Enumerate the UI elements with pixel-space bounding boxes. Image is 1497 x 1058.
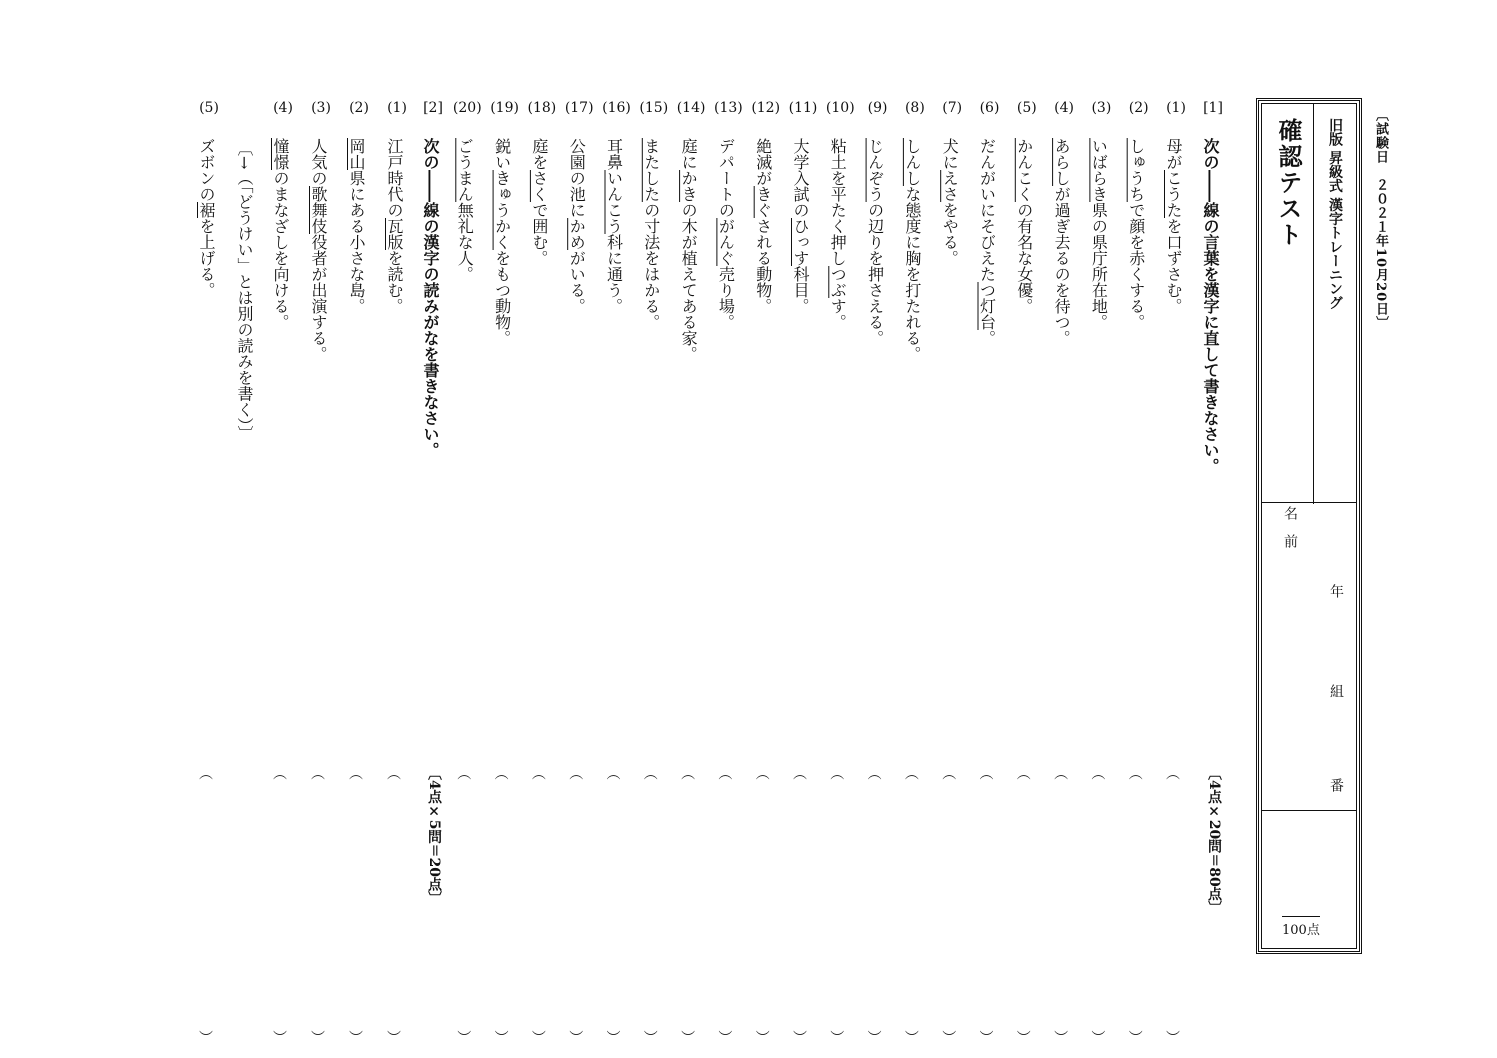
- underlined-term: ひっす: [791, 218, 810, 266]
- question-text: [494, 138, 510, 346]
- question-item: [196, 100, 222, 1044]
- text-segment: の有名な女優。: [1014, 202, 1034, 314]
- question-item: [788, 100, 818, 1044]
- question-item: [639, 100, 669, 1044]
- question-number: (3): [311, 100, 331, 116]
- text-segment: 。: [977, 330, 997, 346]
- underlined-term: つ灯台: [977, 282, 997, 330]
- text-segment: 江戸時代の: [385, 138, 404, 218]
- answer-bracket-close[interactable]: ）: [791, 1030, 807, 1044]
- text-segment: 庭を: [529, 138, 549, 170]
- exam-date: 〔試験日 ２０２１年10月20日〕: [1373, 108, 1388, 331]
- text-segment: 鋭い: [492, 138, 512, 170]
- question-text: [792, 138, 808, 314]
- question-text: [455, 138, 475, 282]
- answer-bracket-close[interactable]: ）: [641, 1030, 658, 1044]
- question-note: [234, 100, 260, 950]
- question-item: [1051, 100, 1077, 1044]
- question-number: (9): [867, 100, 888, 116]
- answer-bracket-open[interactable]: （: [865, 766, 882, 780]
- underlined-term: 岡山: [347, 138, 366, 170]
- header-divider: [1262, 502, 1356, 503]
- header-divider: [1262, 810, 1356, 811]
- question-text: [1052, 138, 1072, 346]
- text-segment: の木が植えてある家。: [679, 202, 699, 362]
- question-item: [939, 100, 965, 1044]
- answer-bracket-open[interactable]: （: [197, 766, 213, 780]
- answer-bracket-open[interactable]: （: [1014, 766, 1031, 780]
- question-text: [310, 138, 326, 362]
- question-number: (2): [349, 100, 369, 116]
- answer-bracket-close[interactable]: ）: [902, 1030, 919, 1044]
- question-number: (10): [825, 100, 855, 116]
- question-item: [714, 100, 743, 1044]
- text-segment: を口ずさむ。: [1164, 218, 1183, 314]
- question-number: (14): [676, 100, 706, 116]
- question-number: (19): [490, 100, 519, 116]
- question-item: [865, 100, 891, 1044]
- underlined-term: かき: [679, 170, 699, 202]
- question-number: (5): [199, 100, 219, 116]
- question-item: [977, 100, 1003, 1044]
- answer-bracket-close[interactable]: ）: [347, 1030, 363, 1044]
- answer-bracket-close[interactable]: ）: [567, 1030, 584, 1044]
- text-segment: 大学入試の: [791, 138, 810, 218]
- text-segment: 次の――線の言葉を漢字に直して書きなさい。: [1201, 138, 1220, 474]
- question-text: [940, 138, 960, 266]
- question-number: [1]: [1203, 100, 1223, 116]
- question-text: [567, 138, 587, 314]
- underlined-term: さく: [529, 170, 549, 202]
- answer-bracket-close[interactable]: ）: [1052, 1030, 1069, 1044]
- answer-bracket-open[interactable]: （: [492, 766, 509, 780]
- underlined-term: しゅうち: [1126, 138, 1146, 202]
- question-number: (8): [904, 100, 925, 116]
- question-item: [346, 100, 372, 1044]
- question-text: [1202, 138, 1218, 474]
- text-segment: 〔→（「どうけい」とは別の読みを書く）〕: [235, 140, 254, 442]
- answer-bracket-open[interactable]: （: [753, 766, 770, 780]
- text-segment: 科目。: [791, 266, 810, 314]
- underlined-term: きゅうかく: [492, 170, 512, 250]
- underlined-term: えさ: [940, 170, 960, 202]
- question-item: [308, 100, 334, 1044]
- question-number: (20): [452, 100, 482, 116]
- question-item: [490, 100, 519, 1044]
- answer-bracket-close[interactable]: ）: [1014, 1030, 1031, 1044]
- question-text: [236, 140, 252, 441]
- underlined-term: こうた: [1164, 170, 1183, 218]
- question-number: (4): [1054, 100, 1075, 116]
- text-segment: 犬に: [940, 138, 960, 170]
- text-segment: な態度に胸を打たれる。: [902, 186, 922, 362]
- underlined-term: ごうまん: [455, 138, 475, 202]
- question-text: [531, 138, 547, 266]
- text-segment: が過ぎ去るのを待つ。: [1052, 186, 1072, 346]
- answer-bracket-open[interactable]: （: [977, 766, 994, 780]
- name-label: 名前: [1282, 506, 1298, 562]
- text-segment: 絶滅が: [753, 138, 773, 186]
- answer-bracket-close[interactable]: ）: [828, 1030, 845, 1044]
- underlined-term: じんぞう: [865, 138, 885, 202]
- question-text: [828, 138, 848, 330]
- underlined-term: 憧憬: [271, 138, 290, 170]
- question-item: [825, 100, 855, 1044]
- question-item: [384, 100, 410, 1044]
- question-item: [602, 100, 631, 1044]
- question-text: [1089, 138, 1109, 330]
- total-score: 100点: [1282, 916, 1320, 938]
- text-segment: 科に通う。: [604, 234, 624, 314]
- question-number: (5): [1016, 100, 1037, 116]
- underlined-term: いんこう: [604, 170, 624, 234]
- question-number: (15): [639, 100, 669, 116]
- answer-bracket-open[interactable]: （: [529, 766, 546, 780]
- question-text: [386, 138, 402, 314]
- question-number: (1): [1166, 100, 1186, 116]
- text-segment: の辺りを押さえる。: [865, 202, 885, 346]
- text-segment: ズボンの: [197, 138, 216, 202]
- underlined-term: またした: [641, 138, 661, 202]
- answer-bracket-open[interactable]: （: [347, 766, 363, 780]
- answer-bracket-open[interactable]: （: [385, 766, 401, 780]
- question-number: (11): [788, 100, 818, 116]
- question-item: [1163, 100, 1189, 1044]
- answer-bracket-open[interactable]: （: [940, 766, 957, 780]
- underlined-term: きぐ: [753, 186, 773, 218]
- question-item: [902, 100, 928, 1044]
- text-segment: 庭に: [679, 138, 699, 170]
- answer-bracket-close[interactable]: ）: [197, 1030, 213, 1044]
- question-number: [2]: [423, 100, 443, 116]
- answer-bracket-open[interactable]: （: [679, 766, 696, 780]
- underlined-term: かめ: [567, 218, 587, 250]
- question-text: [1165, 138, 1181, 314]
- underlined-term: つぶ: [828, 266, 848, 298]
- section1-instruction: [1200, 100, 1226, 950]
- answer-bracket-open[interactable]: （: [791, 766, 807, 780]
- answer-bracket-close[interactable]: ）: [977, 1030, 994, 1044]
- text-segment: の寸法をはかる。: [641, 202, 661, 330]
- answer-bracket-open[interactable]: （: [1052, 766, 1069, 780]
- text-segment: デパートの: [716, 138, 736, 218]
- text-segment: をやる。: [940, 202, 960, 266]
- header-box: [1256, 98, 1362, 954]
- question-item: [1014, 100, 1040, 1044]
- series-title: 旧版 昇級式 漢字トレーニング: [1327, 118, 1343, 310]
- question-text: [198, 138, 214, 298]
- question-text: [716, 138, 736, 330]
- text-segment: 母が: [1164, 138, 1183, 170]
- answer-bracket-open[interactable]: （: [309, 766, 325, 780]
- header-divider: [1313, 104, 1314, 504]
- underlined-term: しんし: [902, 138, 922, 186]
- text-segment: を上げる。: [197, 218, 216, 298]
- answer-bracket-close[interactable]: ）: [271, 1030, 287, 1044]
- answer-bracket-open[interactable]: （: [567, 766, 584, 780]
- class-label: 組: [1328, 684, 1344, 698]
- points-label: 〔4点×20問＝80点〕: [1206, 766, 1222, 915]
- answer-bracket-close[interactable]: ）: [455, 1030, 472, 1044]
- underlined-term: いばらき: [1089, 138, 1109, 202]
- text-segment: 人気の: [309, 138, 328, 186]
- question-item: [676, 100, 706, 1044]
- answer-bracket-close[interactable]: ）: [940, 1030, 957, 1044]
- question-number: (7): [942, 100, 963, 116]
- text-segment: だんがいにそびえた: [977, 138, 997, 282]
- text-segment: 公園の池に: [567, 138, 587, 218]
- answer-bracket-close[interactable]: ）: [1164, 1030, 1180, 1044]
- text-segment: をもつ動物。: [492, 250, 512, 346]
- text-segment: 耳鼻: [604, 138, 624, 170]
- year-label: 年: [1328, 584, 1344, 598]
- question-text: [904, 138, 920, 362]
- answer-bracket-open[interactable]: （: [271, 766, 287, 780]
- underlined-term: 裾: [197, 202, 216, 218]
- underlined-term: がんぐ: [716, 218, 736, 266]
- question-text: [643, 138, 659, 330]
- page-title: 確認テスト: [1274, 118, 1303, 248]
- question-text: [755, 138, 771, 314]
- question-text: [679, 138, 699, 362]
- text-segment: がいる。: [567, 250, 587, 314]
- text-segment: 無礼な人。: [455, 202, 475, 282]
- question-item: [1126, 100, 1152, 1044]
- text-segment: 売り場。: [716, 266, 736, 330]
- question-number: (13): [714, 100, 743, 116]
- number-label: 番: [1328, 778, 1344, 792]
- points-label: 〔4点×5問＝20点〕: [426, 766, 442, 905]
- answer-bracket-close[interactable]: ）: [716, 1030, 733, 1044]
- question-number: (18): [527, 100, 557, 116]
- answer-bracket-open[interactable]: （: [828, 766, 845, 780]
- question-text: [422, 138, 438, 458]
- question-text: [1016, 138, 1032, 314]
- answer-bracket-close[interactable]: ）: [753, 1030, 770, 1044]
- answer-bracket-open[interactable]: （: [902, 766, 919, 780]
- answer-bracket-open[interactable]: （: [641, 766, 658, 780]
- answer-bracket-close[interactable]: ）: [1126, 1030, 1143, 1044]
- question-item: [564, 100, 594, 1044]
- question-number: (12): [751, 100, 781, 116]
- question-text: [979, 138, 995, 346]
- answer-bracket-close[interactable]: ）: [865, 1030, 882, 1044]
- question-number: (2): [1128, 100, 1149, 116]
- text-segment: す。: [828, 298, 848, 330]
- question-item: [1088, 100, 1114, 1044]
- question-text: [1128, 138, 1144, 330]
- question-text: [867, 138, 883, 346]
- question-number: (6): [979, 100, 1000, 116]
- answer-bracket-open[interactable]: （: [455, 766, 472, 780]
- text-segment: される動物。: [753, 218, 773, 314]
- answer-bracket-close[interactable]: ）: [604, 1030, 621, 1044]
- underlined-term: 歌舞伎: [309, 186, 328, 234]
- text-segment: で囲む。: [529, 202, 549, 266]
- text-segment: 役者が出演する。: [309, 234, 328, 362]
- text-segment: 県の県庁所在地。: [1089, 202, 1109, 330]
- text-segment: のまなざしを向ける。: [271, 170, 290, 330]
- answer-bracket-open[interactable]: （: [604, 766, 621, 780]
- text-segment: 次の――線の漢字の読みがなを書きなさい。: [421, 138, 440, 458]
- section2-instruction: [420, 100, 446, 950]
- question-item: [751, 100, 781, 1044]
- text-segment: 県にある小さな島。: [347, 170, 366, 314]
- question-number: (3): [1091, 100, 1112, 116]
- answer-bracket-close[interactable]: ）: [679, 1030, 696, 1044]
- text-segment: 粘土を平たく押し: [828, 138, 848, 266]
- question-item: [452, 100, 482, 1044]
- question-number: (4): [273, 100, 293, 116]
- question-text: [272, 138, 288, 330]
- answer-bracket-open[interactable]: （: [716, 766, 733, 780]
- question-number: (16): [602, 100, 631, 116]
- answer-bracket-close[interactable]: ）: [1089, 1030, 1106, 1044]
- answer-bracket-open[interactable]: （: [1164, 766, 1180, 780]
- answer-bracket-close[interactable]: ）: [492, 1030, 509, 1044]
- text-segment: で顔を赤くする。: [1126, 202, 1146, 330]
- answer-bracket-open[interactable]: （: [1126, 766, 1143, 780]
- underlined-term: かんこく: [1014, 138, 1034, 202]
- question-item: [270, 100, 296, 1044]
- question-number: (1): [387, 100, 407, 116]
- answer-bracket-close[interactable]: ）: [309, 1030, 325, 1044]
- question-text: [606, 138, 622, 314]
- text-segment: を読む。: [385, 250, 404, 314]
- underlined-term: あらし: [1052, 138, 1072, 186]
- underlined-term: 瓦版: [385, 218, 404, 250]
- answer-bracket-close[interactable]: ）: [529, 1030, 546, 1044]
- question-text: [348, 138, 364, 314]
- answer-bracket-close[interactable]: ）: [385, 1030, 401, 1044]
- question-item: [527, 100, 557, 1044]
- answer-bracket-open[interactable]: （: [1089, 766, 1106, 780]
- question-number: (17): [564, 100, 594, 116]
